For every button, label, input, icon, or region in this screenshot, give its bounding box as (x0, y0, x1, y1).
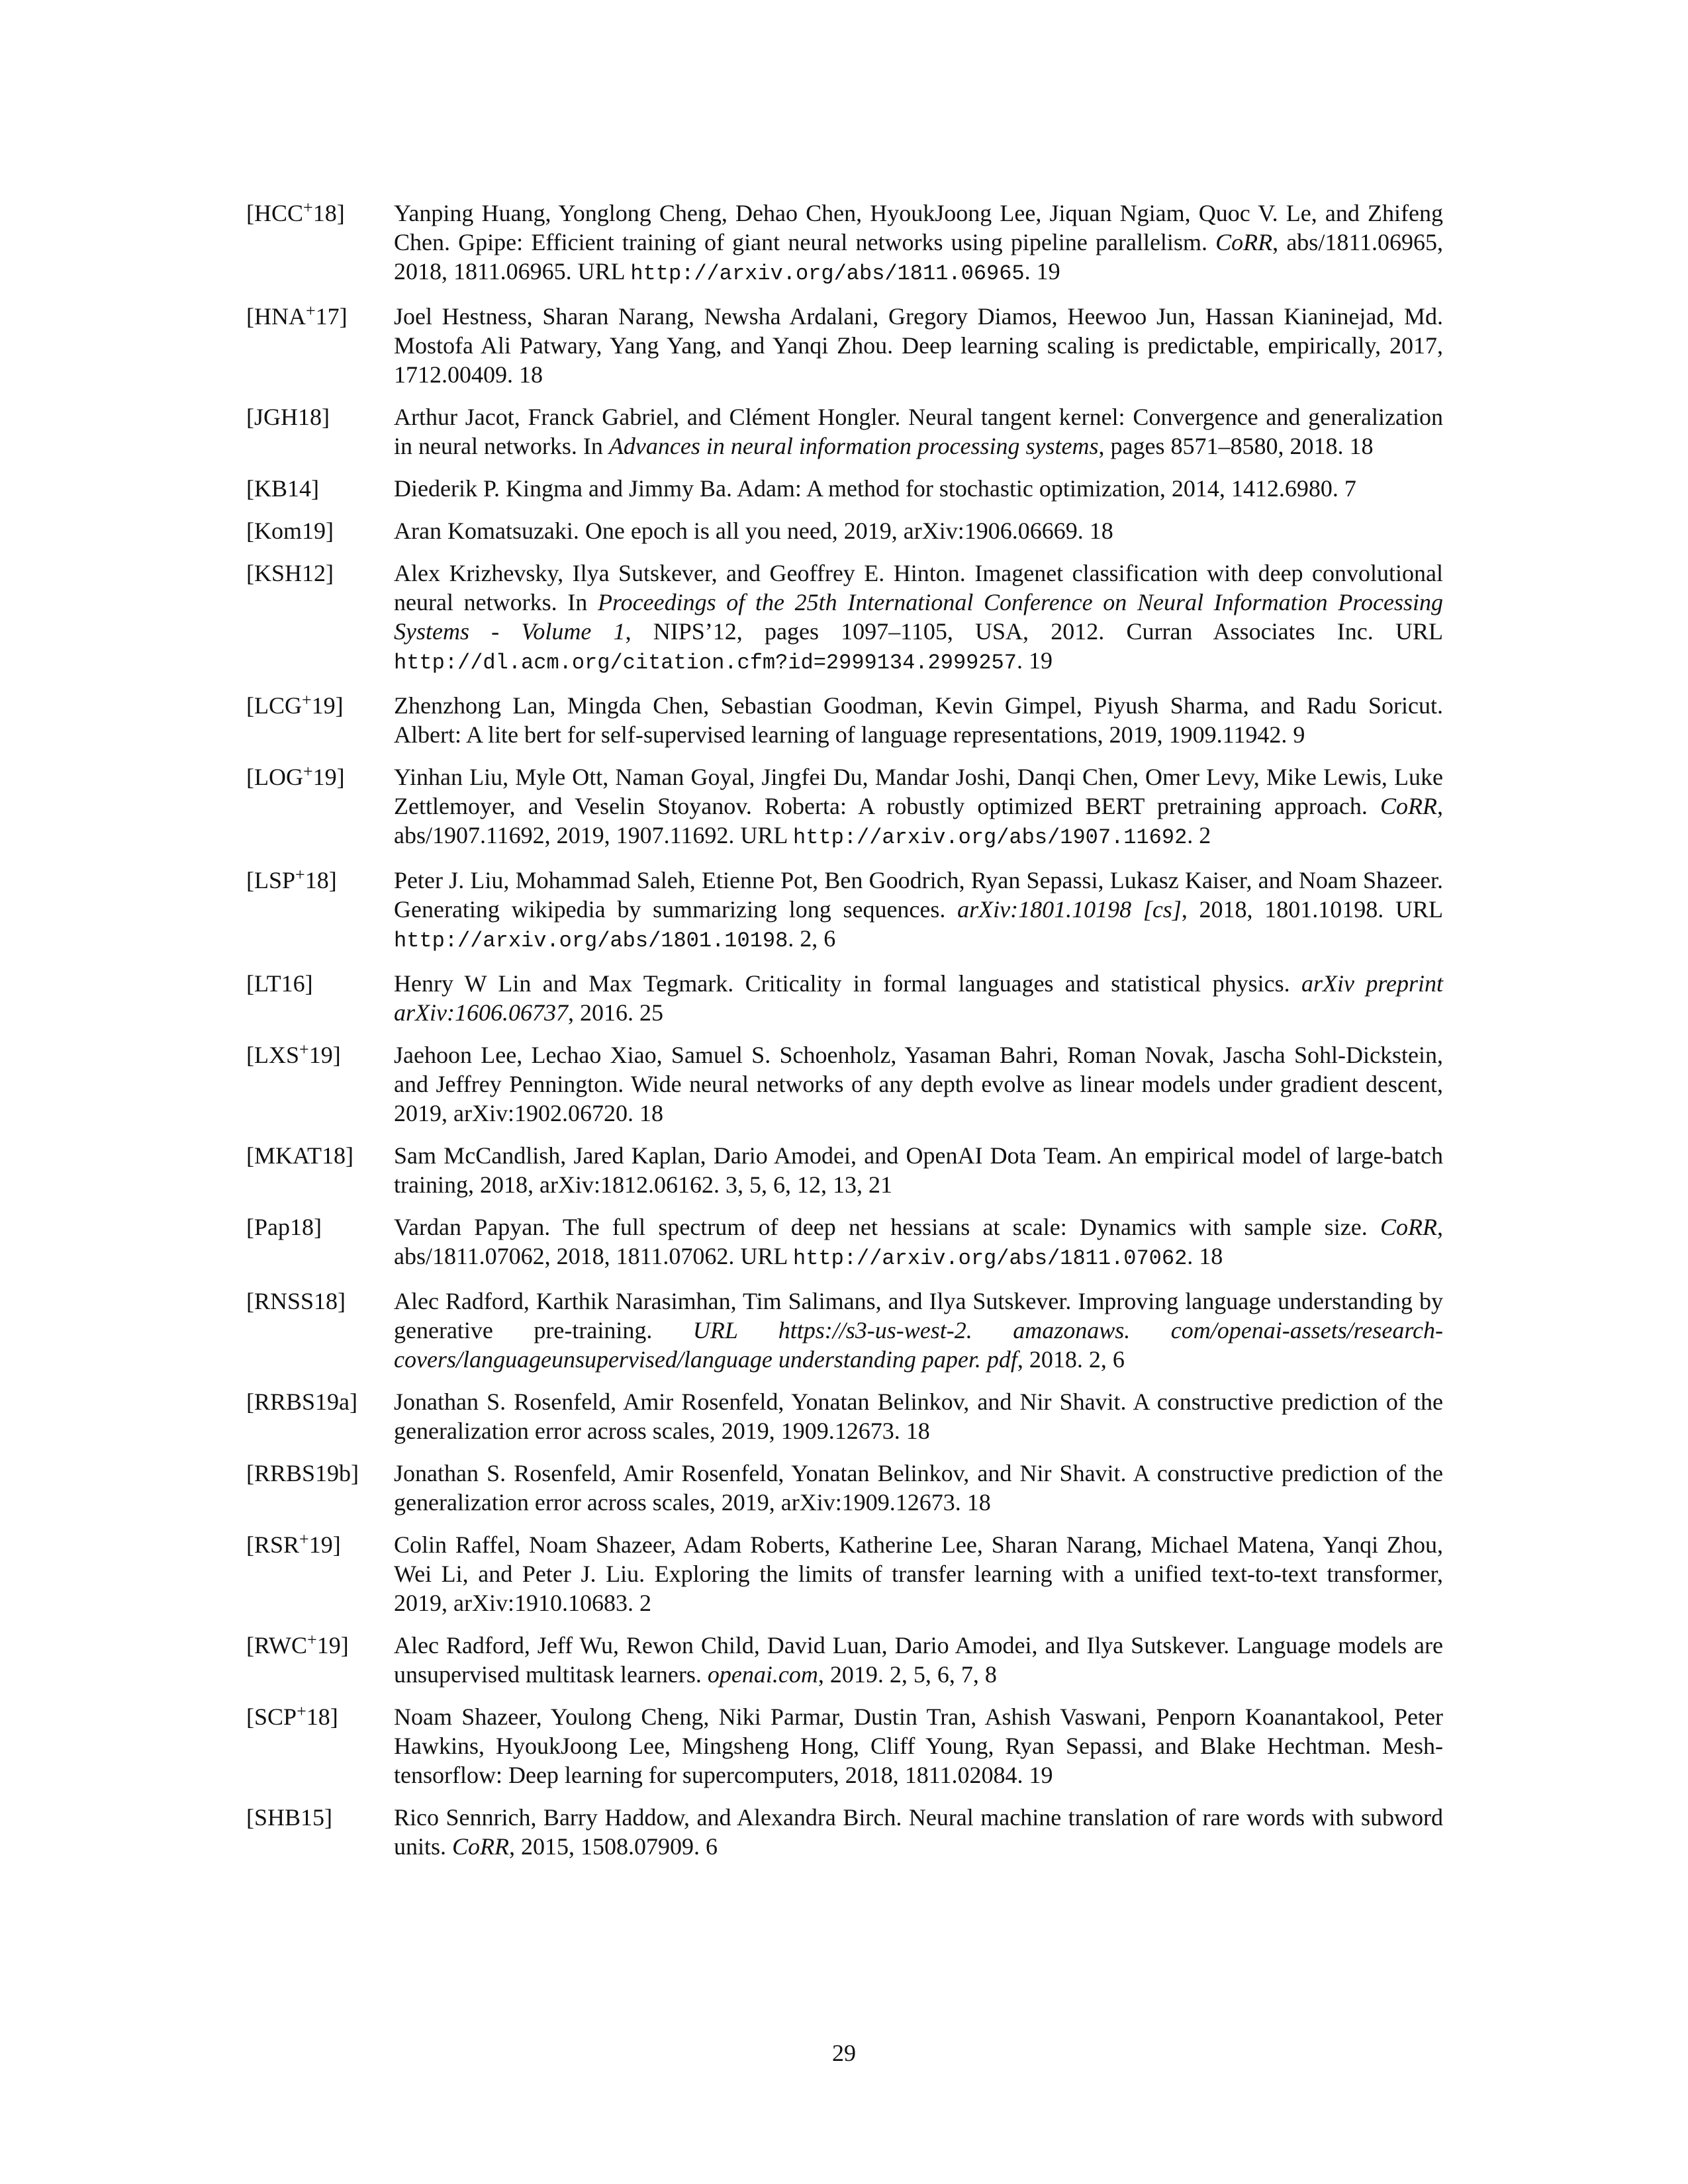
citation-segment: . 2, 6 (788, 925, 836, 952)
citation-key-bracket: [ (246, 475, 254, 502)
citation-key-year: 18] (305, 867, 337, 893)
citation-key (246, 969, 394, 998)
citation-key-text: KB14] (254, 475, 319, 502)
citation-key-bracket: [ (246, 1704, 254, 1730)
citation-key (246, 1702, 394, 1731)
citation-segment: Vardan Papyan. The full spectrum of deep net hessians at scale: Dynamics with sample size. (394, 1214, 1380, 1240)
citation-key-text: HCC (254, 200, 304, 226)
citation-segment: , pages 8571–8580, 2018. 18 (1098, 433, 1374, 459)
citation-key-text: LCG (254, 692, 302, 719)
citation-key-superscript: + (297, 1702, 306, 1721)
bibliography-entry (246, 1459, 1443, 1517)
citation-text (394, 969, 1443, 1027)
citation-key (246, 1212, 394, 1242)
citation-segment: Arthur Jacot, Franck Gabriel, and Clément Hongler. Neural tangent kernel: Convergence and generalization in neural networks. In (394, 404, 1443, 459)
citation-key-text: KSH12] (254, 560, 334, 586)
citation-text (394, 559, 1443, 678)
citation-segment: Aran Komatsuzaki. One epoch is all you need, 2019, arXiv:1906.06669. 18 (394, 518, 1113, 544)
citation-key-text: Kom19] (254, 518, 334, 544)
citation-segment: , abs/1811.07062, 2018, 1811.07062. URL (394, 1214, 1443, 1269)
citation-segment: Alec Radford, Jeff Wu, Rewon Child, David Luan, Dario Amodei, and Ilya Sutskever. Language models are unsupervised multitask learners. (394, 1632, 1443, 1688)
citation-key-year: 19] (312, 764, 345, 790)
bibliography-entry (246, 559, 1443, 678)
citation-key-year: 18] (312, 200, 345, 226)
citation-url: http://arxiv.org/abs/1811.06965 (630, 261, 1025, 286)
bibliography-entry (246, 1530, 1443, 1617)
citation-key-bracket: [ (246, 867, 254, 893)
bibliography-entry (246, 302, 1443, 389)
citation-text (394, 402, 1443, 461)
citation-key-year: 17] (315, 303, 348, 330)
citation-text (394, 302, 1443, 389)
citation-key-bracket: [ (246, 1142, 254, 1169)
citation-text (394, 1141, 1443, 1199)
citation-key-bracket: [ (246, 1460, 254, 1486)
citation-key-bracket: [ (246, 1388, 254, 1415)
citation-key (246, 866, 394, 895)
bibliography-list (246, 199, 1443, 1874)
bibliography-entry (246, 1287, 1443, 1374)
citation-key (246, 1287, 394, 1316)
citation-segment: Henry W Lin and Max Tegmark. Criticality in formal languages and statistical physics. (394, 970, 1301, 997)
citation-key (246, 1530, 394, 1559)
citation-segment: , 2019. 2, 5, 6, 7, 8 (818, 1661, 997, 1688)
bibliography-entry (246, 1702, 1443, 1790)
citation-text (394, 199, 1443, 289)
citation-text (394, 516, 1443, 545)
citation-text (394, 1287, 1443, 1374)
citation-segment: , 2015, 1508.07909. 6 (509, 1833, 718, 1860)
bibliography-entry (246, 199, 1443, 289)
citation-segment: Jonathan S. Rosenfeld, Amir Rosenfeld, Yonatan Belinkov, and Nir Shavit. A constructive prediction of the generalization error across scales, 2019, 1909.12673. 18 (394, 1388, 1443, 1444)
citation-text (394, 1631, 1443, 1689)
bibliography-entry (246, 691, 1443, 749)
citation-url: http://dl.acm.org/citation.cfm?id=2999134.2999257 (394, 651, 1017, 675)
citation-venue: CoRR (452, 1833, 510, 1860)
citation-text (394, 1530, 1443, 1617)
citation-key (246, 1141, 394, 1170)
citation-key (246, 559, 394, 588)
citation-key-text: HNA (254, 303, 306, 330)
citation-key-bracket: [ (246, 1804, 254, 1831)
citation-text (394, 691, 1443, 749)
citation-key-text: LOG (254, 764, 303, 790)
bibliography-entry (246, 1141, 1443, 1199)
bibliography-entry (246, 1803, 1443, 1861)
citation-segment: Colin Raffel, Noam Shazeer, Adam Roberts, Katherine Lee, Sharan Narang, Michael Matena, Yanqi Zhou, Wei Li, and Peter J. Liu. Exploring the limits of transfer learning with a unified text-to-text transformer, 2019, arXiv:1910.10683. 2 (394, 1531, 1443, 1616)
citation-venue: Proceedings of the 25th International Conference on Neural Information Processing Systems - Volume 1 (394, 589, 1443, 645)
page-number: 29 (832, 2040, 856, 2066)
bibliography-entry (246, 1040, 1443, 1128)
citation-key-superscript: + (299, 1529, 309, 1549)
bibliography-entry (246, 474, 1443, 503)
citation-key-superscript: + (307, 1630, 317, 1649)
citation-segment: Diederik P. Kingma and Jimmy Ba. Adam: A method for stochastic optimization, 2014, 1412.6980. 7 (394, 475, 1356, 502)
citation-key-text: RNSS18] (254, 1288, 346, 1314)
bibliography-entry (246, 969, 1443, 1027)
citation-text (394, 1387, 1443, 1445)
bibliography-entry (246, 762, 1443, 852)
citation-key-text: LXS (254, 1042, 300, 1068)
citation-key (246, 1387, 394, 1416)
citation-key-text: RRBS19a] (254, 1388, 358, 1415)
citation-key-year: 19] (311, 692, 344, 719)
citation-segment: Rico Sennrich, Barry Haddow, and Alexandra Birch. Neural machine translation of rare words with subword units. (394, 1804, 1443, 1860)
citation-text (394, 474, 1443, 503)
citation-key-text: JGH18] (254, 404, 330, 430)
citation-segment: Yinhan Liu, Myle Ott, Naman Goyal, Jingfei Du, Mandar Joshi, Danqi Chen, Omer Levy, Mike Lewis, Luke Zettlemoyer, and Veselin Stoyanov. Roberta: A robustly optimized BERT pretraining approach. (394, 764, 1443, 819)
citation-segment: Peter J. Liu, Mohammad Saleh, Etienne Pot, Ben Goodrich, Ryan Sepassi, Lukasz Kaiser, and Noam Shazeer. Generating wikipedia by summarizing long sequences. (394, 867, 1443, 923)
citation-key-superscript: + (303, 762, 313, 781)
citation-key-superscript: + (295, 865, 305, 884)
citation-text (394, 1803, 1443, 1861)
bibliography-entry (246, 402, 1443, 461)
citation-key-year: 19] (308, 1531, 341, 1558)
citation-key (246, 1803, 394, 1832)
citation-venue: CoRR (1215, 229, 1273, 255)
citation-key-superscript: + (302, 690, 312, 709)
citation-key (246, 516, 394, 545)
citation-segment: Jonathan S. Rosenfeld, Amir Rosenfeld, Yonatan Belinkov, and Nir Shavit. A constructive prediction of the generalization error across scales, 2019, arXiv:1909.12673. 18 (394, 1460, 1443, 1516)
citation-url: http://arxiv.org/abs/1801.10198 (394, 929, 788, 953)
citation-key (246, 762, 394, 792)
citation-key-text: MKAT18] (254, 1142, 353, 1169)
bibliography-entry (246, 1212, 1443, 1273)
bibliography-entry (246, 866, 1443, 956)
citation-key-bracket: [ (246, 1214, 254, 1240)
citation-segment: Alec Radford, Karthik Narasimhan, Tim Salimans, and Ilya Sutskever. Improving language understanding by generative pre-training. (394, 1288, 1443, 1343)
citation-key-bracket: [ (246, 303, 254, 330)
citation-segment: Noam Shazeer, Youlong Cheng, Niki Parmar, Dustin Tran, Ashish Vaswani, Penporn Koanantakool, Peter Hawkins, HyoukJoong Lee, Mingsheng Hong, Cliff Young, Ryan Sepassi, and Blake Hechtman. Mesh-tensorflow: Deep learning for supercomputers, 2018, 1811.02084. 19 (394, 1704, 1443, 1788)
citation-key (246, 199, 394, 228)
citation-segment: , abs/1811.06965, 2018, 1811.06965. URL (394, 229, 1443, 285)
citation-key-text: SHB15] (254, 1804, 333, 1831)
citation-key-bracket: [ (246, 1288, 254, 1314)
citation-key (246, 1459, 394, 1488)
citation-text (394, 1040, 1443, 1128)
citation-key (246, 691, 394, 720)
citation-venue: CoRR (1380, 1214, 1437, 1240)
citation-venue: arXiv:1801.10198 [cs] (957, 896, 1182, 923)
citation-venue: CoRR (1380, 793, 1437, 819)
citation-text (394, 762, 1443, 852)
citation-venue: openai.com (707, 1661, 818, 1688)
citation-text (394, 1212, 1443, 1273)
citation-key-year: 18] (306, 1704, 338, 1730)
citation-segment: . 19 (1016, 647, 1053, 674)
citation-key-superscript: + (306, 301, 316, 320)
citation-key-bracket: [ (246, 1531, 254, 1558)
citation-key-year: 19] (308, 1042, 341, 1068)
citation-segment: Jaehoon Lee, Lechao Xiao, Samuel S. Schoenholz, Yasaman Bahri, Roman Novak, Jascha Sohl-Dickstein, and Jeffrey Pennington. Wide neural networks of any depth evolve as linear models under gradient descent, 2019, arXiv:1902.06720. 18 (394, 1042, 1443, 1126)
citation-key-bracket: [ (246, 560, 254, 586)
citation-segment: . 19 (1024, 258, 1060, 285)
citation-key-bracket: [ (246, 1042, 254, 1068)
citation-segment: . 18 (1187, 1243, 1223, 1269)
citation-key (246, 302, 394, 331)
citation-segment: Zhenzhong Lan, Mingda Chen, Sebastian Goodman, Kevin Gimpel, Piyush Sharma, and Radu Soricut. Albert: A lite bert for self-supervised learning of language representations, 2019, 1909.11942. 9 (394, 692, 1443, 748)
citation-key-text: SCP (254, 1704, 297, 1730)
citation-segment: , 2016. 25 (567, 999, 663, 1026)
citation-key-bracket: [ (246, 692, 254, 719)
citation-segment: . 2 (1187, 822, 1211, 848)
citation-key-bracket: [ (246, 404, 254, 430)
citation-segment: , 2018. 2, 6 (1017, 1346, 1125, 1373)
citation-segment: Joel Hestness, Sharan Narang, Newsha Ardalani, Gregory Diamos, Heewoo Jun, Hassan Kianinejad, Md. Mostofa Ali Patwary, Yang Yang, and Yanqi Zhou. Deep learning scaling is predictable, empirically, 2017, 1712.00409. 18 (394, 303, 1443, 388)
citation-segment: , abs/1907.11692, 2019, 1907.11692. URL (394, 793, 1443, 848)
citation-key-text: RRBS19b] (254, 1460, 359, 1486)
citation-venue: Advances in neural information processing systems (608, 433, 1099, 459)
citation-segment: Yanping Huang, Yonglong Cheng, Dehao Chen, HyoukJoong Lee, Jiquan Ngiam, Quoc V. Le, and Zhifeng Chen. Gpipe: Efficient training of giant neural networks using pipeline parallelism. (394, 200, 1443, 255)
citation-key-text: Pap18] (254, 1214, 322, 1240)
citation-key-text: LSP (254, 867, 296, 893)
citation-segment: Sam McCandlish, Jared Kaplan, Dario Amodei, and OpenAI Dota Team. An empirical model of large-batch training, 2018, arXiv:1812.06162. 3, 5, 6, 12, 13, 21 (394, 1142, 1443, 1198)
citation-key-superscript: + (299, 1040, 309, 1059)
citation-key-bracket: [ (246, 200, 254, 226)
citation-url: http://arxiv.org/abs/1907.11692 (792, 825, 1188, 850)
citation-key-year: 19] (316, 1632, 349, 1659)
citation-text (394, 866, 1443, 956)
citation-key-bracket: [ (246, 970, 254, 997)
bibliography-entry (246, 1631, 1443, 1689)
bibliography-entry (246, 516, 1443, 545)
citation-key-bracket: [ (246, 518, 254, 544)
citation-key (246, 1040, 394, 1069)
citation-key (246, 1631, 394, 1660)
citation-key-bracket: [ (246, 764, 254, 790)
citation-segment: Alex Krizhevsky, Ilya Sutskever, and Geoffrey E. Hinton. Imagenet classification with deep convolutional neural networks. In (394, 560, 1443, 615)
citation-venue: arXiv preprint arXiv:1606.06737 (394, 970, 1443, 1026)
citation-segment: , 2018, 1801.10198. URL (1181, 896, 1443, 923)
citation-key-bracket: [ (246, 1632, 254, 1659)
citation-text (394, 1702, 1443, 1790)
citation-key-text: RWC (254, 1632, 308, 1659)
bibliography-entry (246, 1387, 1443, 1445)
citation-url: http://arxiv.org/abs/1811.07062 (792, 1246, 1188, 1271)
citation-key-superscript: + (303, 198, 313, 217)
citation-key-text: RSR (254, 1531, 300, 1558)
citation-text (394, 1459, 1443, 1517)
citation-key (246, 402, 394, 432)
citation-venue: URL https://s3-us-west-2. amazonaws. com/openai-assets/research-covers/languageunsupervised/language understanding paper. pdf (394, 1317, 1443, 1373)
citation-segment: , NIPS’12, pages 1097–1105, USA, 2012. Curran Associates Inc. URL (625, 618, 1443, 645)
citation-key-text: LT16] (254, 970, 313, 997)
citation-key (246, 474, 394, 503)
